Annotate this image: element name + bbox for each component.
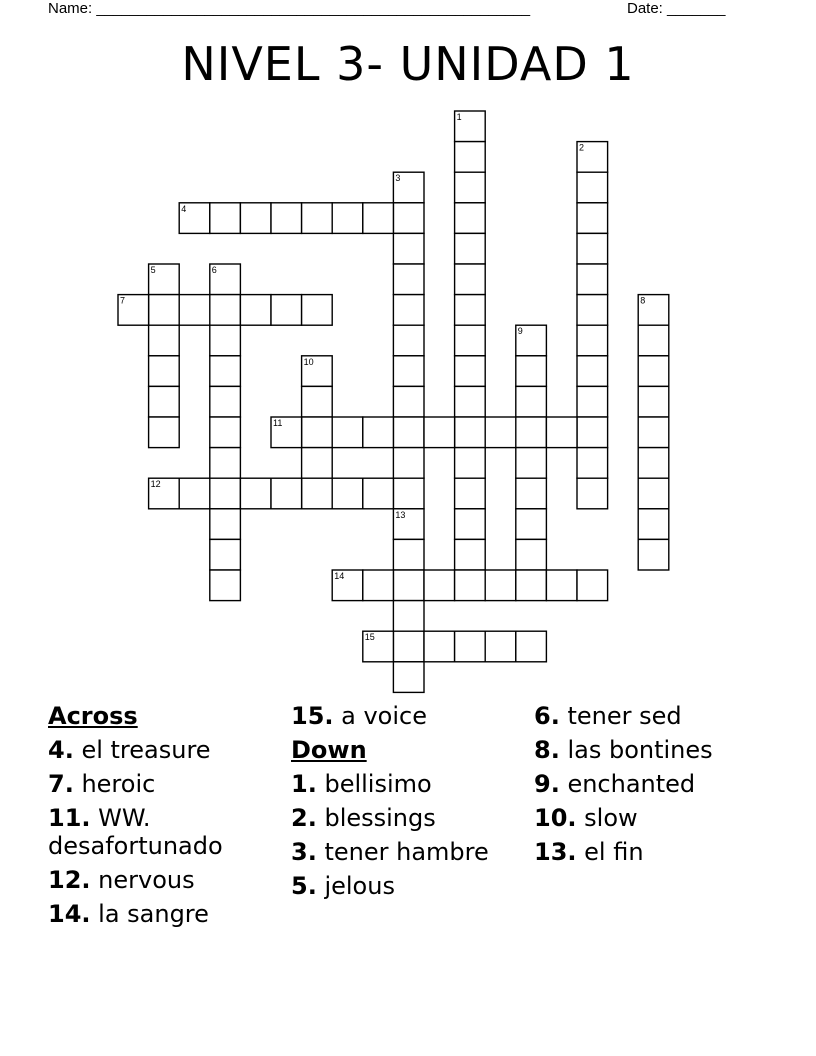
crossword-cell[interactable]: [363, 570, 394, 601]
crossword-cell[interactable]: [577, 264, 608, 295]
crossword-cell[interactable]: [210, 386, 241, 417]
cell-number: 8: [640, 295, 646, 306]
crossword-cell[interactable]: [638, 539, 669, 570]
crossword-cell[interactable]: [393, 233, 424, 264]
crossword-cell[interactable]: [393, 539, 424, 570]
crossword-cell[interactable]: [577, 233, 608, 264]
cell-number: 15: [364, 632, 375, 643]
crossword-cell[interactable]: [516, 356, 547, 387]
cell-number: 9: [517, 326, 523, 337]
across-clue: 4. el treasure: [48, 736, 211, 764]
crossword-cell[interactable]: [210, 478, 241, 509]
crossword-cell[interactable]: [210, 203, 241, 234]
crossword-cell[interactable]: [210, 356, 241, 387]
crossword-cell[interactable]: [638, 448, 669, 479]
name-field-line: Name: ____________________________________________________: [48, 0, 531, 17]
crossword-cell[interactable]: [577, 203, 608, 234]
crossword-cell[interactable]: [424, 631, 455, 662]
crossword-cell[interactable]: [485, 631, 516, 662]
crossword-cell[interactable]: [485, 417, 516, 448]
down-heading: Down: [291, 736, 367, 764]
crossword-cell[interactable]: [179, 478, 210, 509]
crossword-cell[interactable]: [455, 203, 486, 234]
crossword-cell[interactable]: [363, 203, 394, 234]
crossword-cell[interactable]: [455, 172, 486, 203]
crossword-cell[interactable]: [302, 448, 333, 479]
cell-number: 12: [150, 479, 161, 490]
crossword-cell[interactable]: [393, 601, 424, 632]
crossword-cell[interactable]: [455, 631, 486, 662]
crossword-cell[interactable]: [638, 386, 669, 417]
crossword-cell[interactable]: [210, 509, 241, 540]
cell-number: 14: [334, 571, 345, 581]
crossword-cell[interactable]: [149, 417, 180, 448]
crossword-cell[interactable]: [332, 417, 363, 448]
crossword-cell[interactable]: [455, 478, 486, 509]
crossword-cell[interactable]: [516, 631, 547, 662]
crossword-cell[interactable]: [210, 570, 241, 601]
crossword-cell[interactable]: [546, 570, 577, 601]
down-clue: 2. blessings: [291, 804, 436, 832]
crossword-cell[interactable]: [210, 417, 241, 448]
cell-number: 10: [303, 356, 314, 367]
crossword-cell[interactable]: [271, 295, 302, 326]
crossword-cell[interactable]: [393, 662, 424, 693]
crossword-cell[interactable]: [149, 295, 180, 326]
across-clues-column: [48, 702, 268, 934]
crossword-cell[interactable]: [455, 386, 486, 417]
crossword-cell[interactable]: [302, 478, 333, 509]
crossword-cell[interactable]: [393, 478, 424, 509]
down-clue: 3. tener hambre: [291, 838, 489, 866]
crossword-cell[interactable]: [455, 264, 486, 295]
across-clue: 15. a voice: [291, 702, 427, 730]
crossword-cell[interactable]: [455, 233, 486, 264]
down-clues-column-continued: [534, 702, 774, 872]
crossword-cell[interactable]: [240, 478, 271, 509]
crossword-cell[interactable]: [393, 356, 424, 387]
crossword-cell[interactable]: [424, 570, 455, 601]
crossword-cell[interactable]: [577, 417, 608, 448]
crossword-cell[interactable]: [516, 386, 547, 417]
cell-number: 4: [181, 203, 187, 214]
crossword-cell[interactable]: [393, 203, 424, 234]
crossword-cell[interactable]: [455, 417, 486, 448]
across-clue: 12. nervous: [48, 866, 195, 894]
crossword-cell[interactable]: [363, 478, 394, 509]
crossword-cell[interactable]: [179, 295, 210, 326]
crossword-cell[interactable]: [516, 509, 547, 540]
crossword-cell[interactable]: [393, 295, 424, 326]
crossword-cell[interactable]: [393, 325, 424, 356]
down-clue: 6. tener sed: [534, 702, 682, 730]
crossword-cell[interactable]: [455, 448, 486, 479]
down-clue: 13. el fin: [534, 838, 644, 866]
crossword-cell[interactable]: [516, 478, 547, 509]
crossword-cell[interactable]: [546, 417, 577, 448]
crossword-cell[interactable]: [455, 539, 486, 570]
crossword-cell[interactable]: [210, 539, 241, 570]
across-heading: Across: [48, 702, 138, 730]
crossword-cell[interactable]: [271, 203, 302, 234]
across-clue: 14. la sangre: [48, 900, 209, 928]
crossword-cell[interactable]: [516, 417, 547, 448]
down-clue: 1. bellisimo: [291, 770, 432, 798]
crossword-cell[interactable]: [485, 570, 516, 601]
crossword-cell[interactable]: [363, 417, 394, 448]
crossword-cell[interactable]: [210, 448, 241, 479]
crossword-cell[interactable]: [393, 448, 424, 479]
crossword-cell[interactable]: [455, 509, 486, 540]
crossword-cell[interactable]: [516, 570, 547, 601]
crossword-cell[interactable]: [577, 295, 608, 326]
crossword-cell[interactable]: [149, 386, 180, 417]
date-field-line: Date: _______: [627, 0, 726, 17]
crossword-cell[interactable]: [210, 295, 241, 326]
crossword-cell[interactable]: [455, 356, 486, 387]
down-clues-column: [291, 702, 516, 906]
crossword-cell[interactable]: [638, 417, 669, 448]
cell-number: 3: [395, 173, 401, 184]
cell-number: 6: [211, 265, 217, 275]
crossword-cell[interactable]: [393, 417, 424, 448]
crossword-cell[interactable]: [638, 478, 669, 509]
crossword-cell[interactable]: [455, 570, 486, 601]
crossword-cell[interactable]: [424, 417, 455, 448]
crossword-cell[interactable]: [271, 478, 302, 509]
down-clue: 9. enchanted: [534, 770, 696, 798]
crossword-cell[interactable]: [332, 203, 363, 234]
crossword-cell[interactable]: [302, 386, 333, 417]
crossword-cell[interactable]: [638, 325, 669, 356]
crossword-cell[interactable]: [332, 478, 363, 509]
crossword-cell[interactable]: [210, 325, 241, 356]
crossword-cell[interactable]: [455, 325, 486, 356]
down-clue: 8. las bontines: [534, 736, 713, 764]
down-clue: 10. slow: [534, 804, 638, 832]
crossword-cell[interactable]: [516, 539, 547, 570]
crossword-cell[interactable]: [302, 417, 333, 448]
crossword-cell[interactable]: [638, 509, 669, 540]
crossword-cell[interactable]: [455, 295, 486, 326]
across-clue: 11. WW. desafortunado: [48, 804, 223, 860]
crossword-cell[interactable]: [240, 203, 271, 234]
crossword-cell[interactable]: [393, 386, 424, 417]
cell-number: 13: [395, 509, 406, 520]
crossword-cell[interactable]: [577, 478, 608, 509]
crossword-cell[interactable]: [577, 386, 608, 417]
crossword-cell[interactable]: [577, 448, 608, 479]
cell-number: 5: [150, 265, 156, 275]
cell-number: 11: [273, 418, 283, 428]
cell-number: 1: [456, 112, 462, 122]
crossword-cell[interactable]: [577, 172, 608, 203]
cell-number: 2: [579, 142, 585, 153]
crossword-cell[interactable]: [393, 631, 424, 662]
cell-number: 7: [120, 295, 126, 306]
crossword-cell[interactable]: [577, 356, 608, 387]
across-clue: 7. heroic: [48, 770, 156, 798]
crossword-cell[interactable]: [149, 325, 180, 356]
crossword-cell[interactable]: [577, 325, 608, 356]
crossword-cell[interactable]: [302, 203, 333, 234]
crossword-cell[interactable]: [393, 570, 424, 601]
page-title: NIVEL 3- UNIDAD 1: [181, 37, 635, 91]
crossword-cell[interactable]: [240, 295, 271, 326]
crossword-cell[interactable]: [516, 448, 547, 479]
crossword-cell[interactable]: [638, 356, 669, 387]
crossword-cell[interactable]: [302, 295, 333, 326]
crossword-cell[interactable]: [149, 356, 180, 387]
down-clue: 5. jelous: [291, 872, 395, 900]
crossword-cell[interactable]: [455, 142, 486, 173]
crossword-cell[interactable]: [393, 264, 424, 295]
crossword-cell[interactable]: [577, 570, 608, 601]
